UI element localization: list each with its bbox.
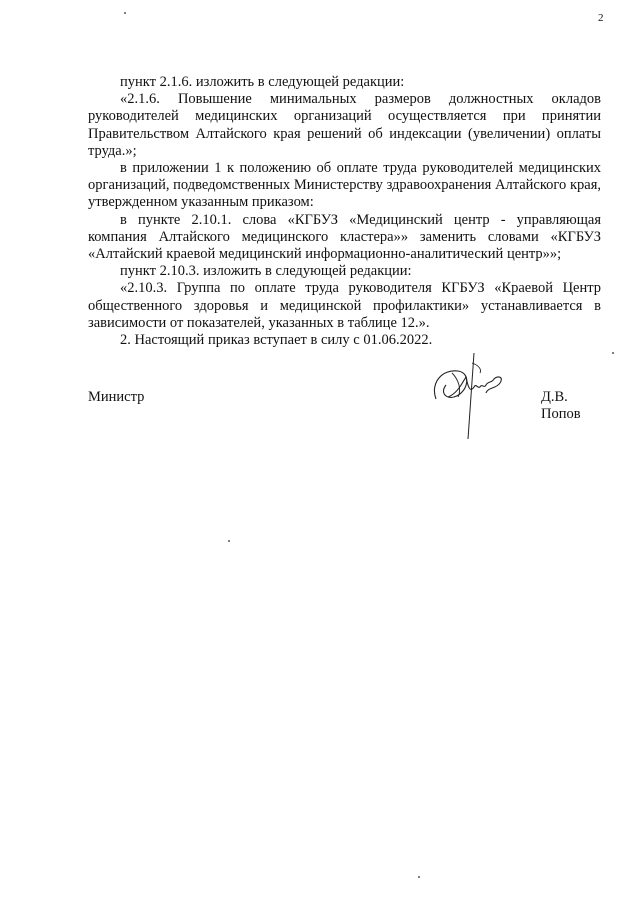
paragraph: 2. Настоящий приказ вступает в силу с 01.06.2022. bbox=[120, 332, 433, 349]
signature-block bbox=[88, 385, 608, 445]
signatory-title: Министр bbox=[88, 389, 145, 405]
paragraph: в приложении 1 к положению об оплате труда руководителей медицинских организаций, подведомственных Министерству здравоохранения Алтайского края, утвержденном указанным приказом: bbox=[88, 160, 601, 211]
scan-speck bbox=[418, 876, 420, 878]
scan-speck bbox=[124, 12, 126, 14]
paragraph: «2.1.6. Повышение минимальных размеров должностных окладов руководителей медицинских организаций осуществляется при принятии Правительством Алтайского края решений об индексации (увеличении) оплаты труда.»; bbox=[88, 91, 601, 159]
page-number: 2 bbox=[598, 12, 604, 24]
paragraph: «2.10.3. Группа по оплате труда руководителя КГБУЗ «Краевой Центр общественного здоровья и медицинской профилактики» устанавливается в зависимости от показателей, указанных в таблице 12.». bbox=[88, 280, 601, 331]
scan-speck bbox=[612, 352, 614, 354]
signatory-name: Д.В. Попов bbox=[541, 389, 581, 422]
paragraph: пункт 2.10.3. изложить в следующей редакции: bbox=[120, 263, 412, 280]
paragraph: пункт 2.1.6. изложить в следующей редакции: bbox=[120, 74, 405, 90]
paragraph: в пункте 2.10.1. слова «КГБУЗ «Медицинский центр - управляющая компания Алтайского медицинского кластера»» заменить словами «КГБУЗ «Алтайский краевой медицинский информационно-аналитический центр»»; bbox=[88, 211, 601, 263]
handwritten-signature bbox=[428, 353, 518, 439]
scan-speck bbox=[228, 540, 230, 542]
document-body bbox=[88, 74, 601, 349]
